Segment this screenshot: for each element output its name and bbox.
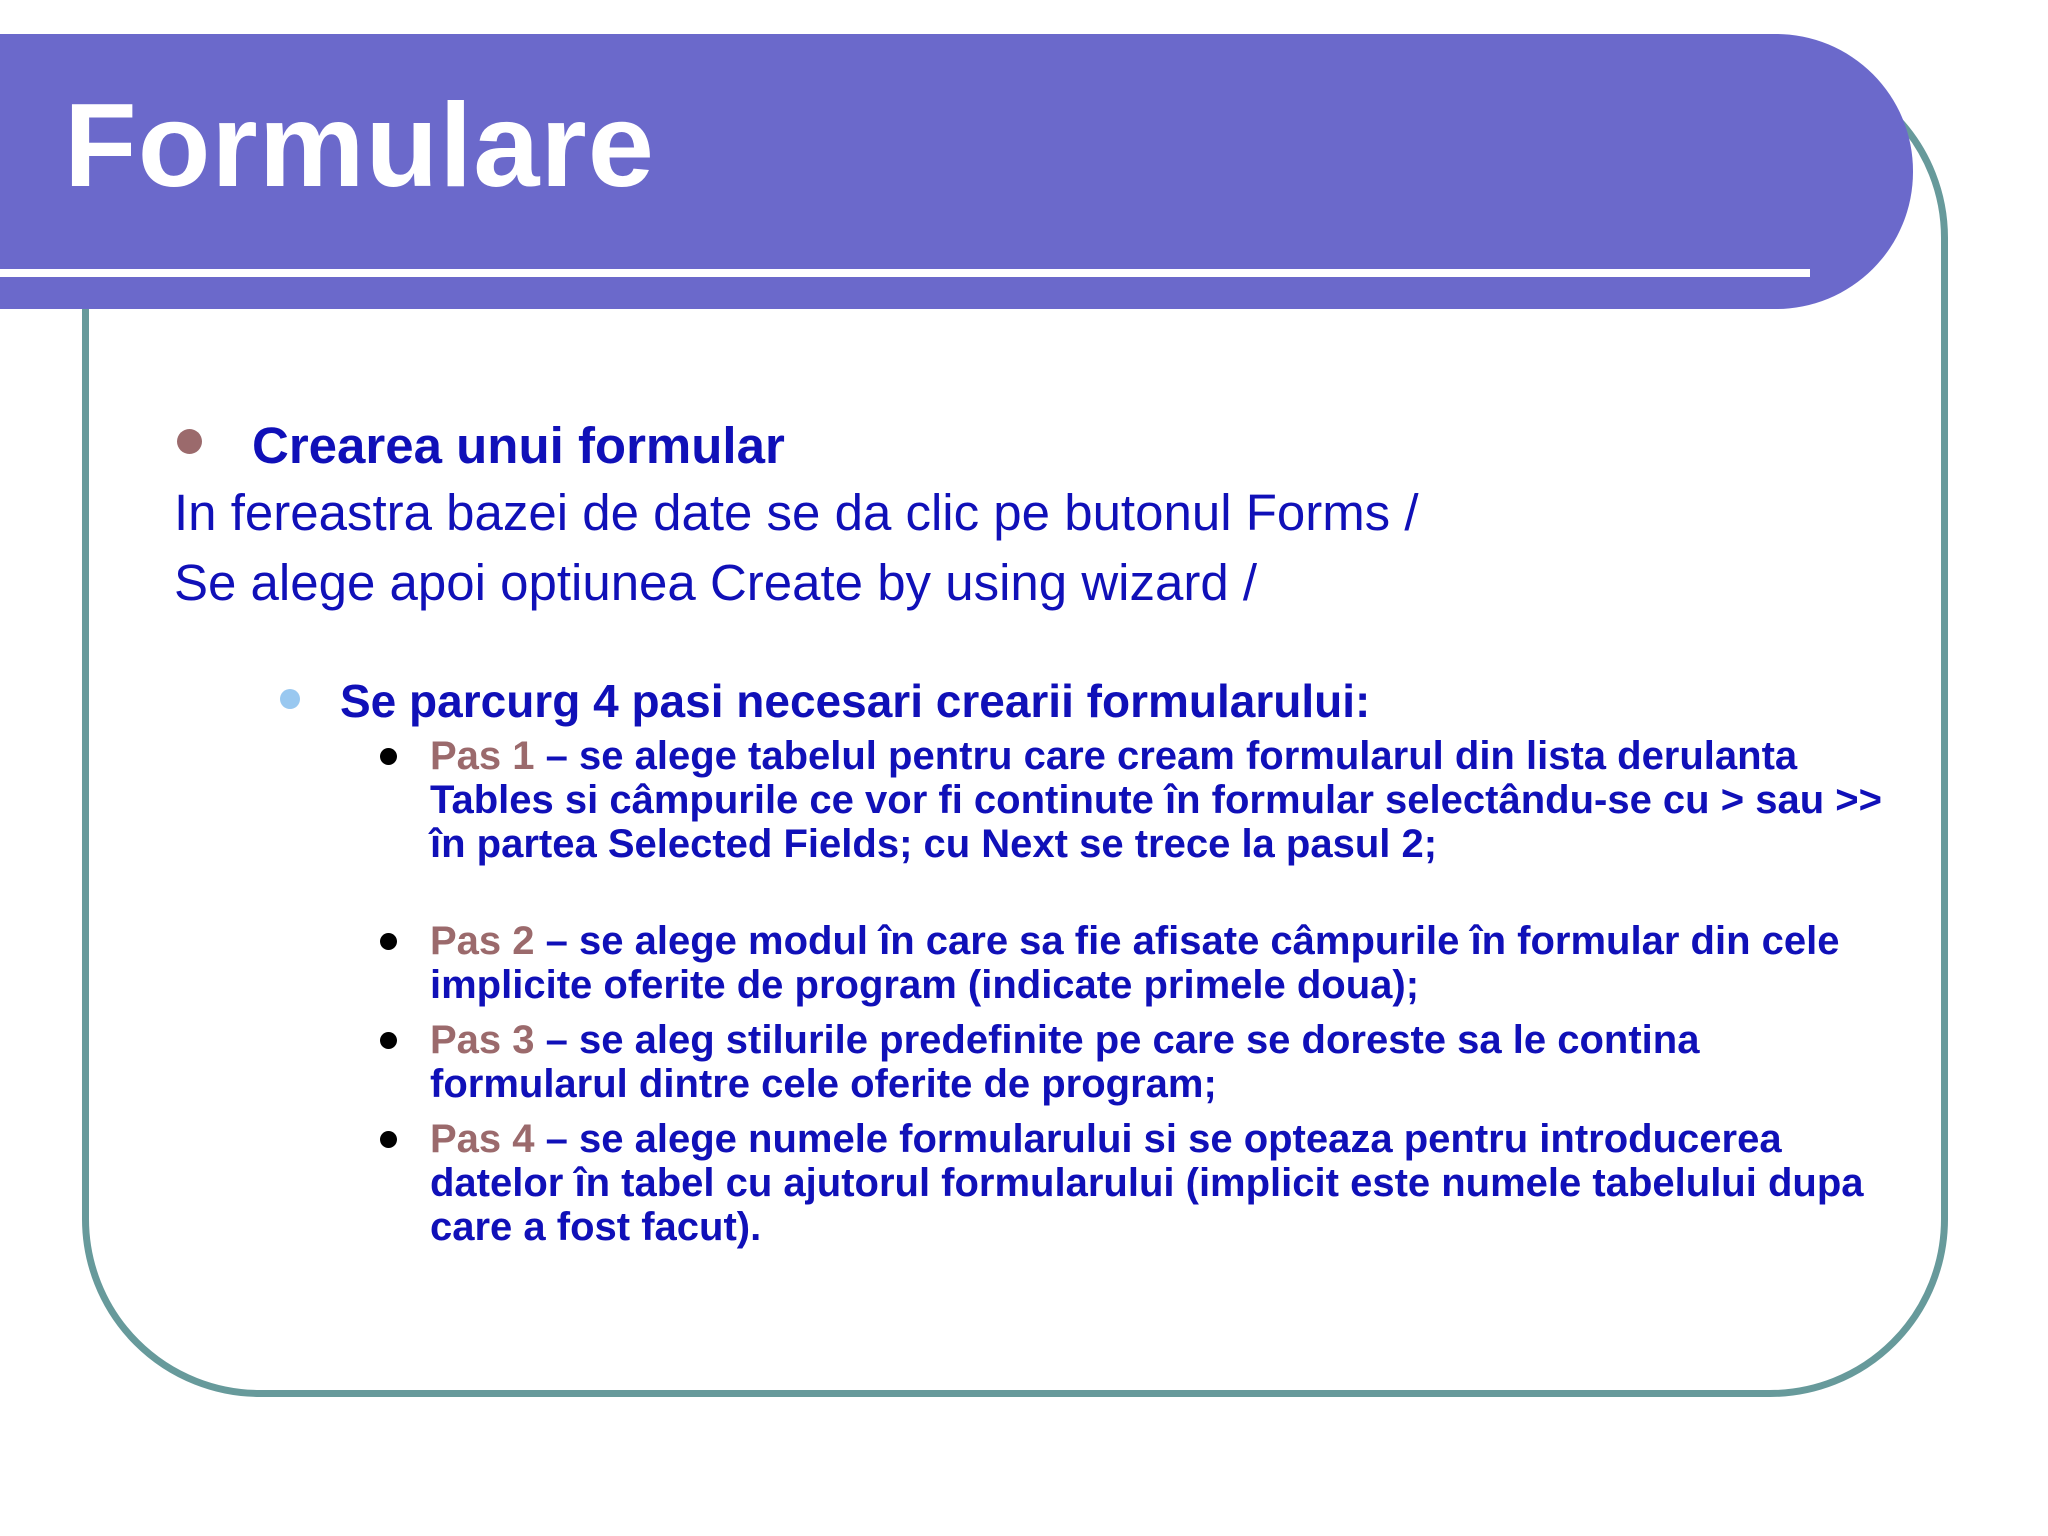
- bullet-step-icon: [380, 933, 397, 950]
- step-text: – se aleg stilurile predefinite pe care se doreste sa le contina formularul dintre cele oferite de program;: [430, 1018, 1700, 1106]
- step-item: [430, 734, 1900, 866]
- section-heading: Crearea unui formular: [252, 417, 785, 474]
- step-text: – se alege numele formularului si se opteaza pentru introducerea datelor în tabel cu ajutorul formularului (implicit este numele tabelului dupa care a fost facut).: [430, 1117, 1864, 1249]
- step-label: Pas 4: [430, 1117, 535, 1161]
- slide-title: Formulare: [64, 79, 655, 212]
- body-line-1: In fereastra bazei de date se da clic pe butonul Forms /: [174, 484, 1419, 541]
- step-text: – se alege modul în care sa fie afisate câmpurile în formular din cele implicite oferite de program (indicate primele doua);: [430, 919, 1840, 1007]
- bullet-step-icon: [380, 748, 397, 765]
- bullet-level1-icon: [177, 429, 202, 454]
- bullet-step-icon: [380, 1131, 397, 1148]
- step-item: [430, 919, 1900, 1007]
- body-line-2: Se alege apoi optiunea Create by using wizard /: [174, 554, 1258, 611]
- step-text: – se alege tabelul pentru care cream formularul din lista derulanta Tables si câmpurile ce vor fi continute în formular selectându-se cu > sau >> în partea Selected Fields; cu Next se trece la pasul 2;: [430, 734, 1882, 866]
- step-label: Pas 1: [430, 734, 535, 778]
- bullet-level2-icon: [280, 689, 300, 709]
- step-item: [430, 1117, 1900, 1249]
- subheading: Se parcurg 4 pasi necesari crearii formularului:: [340, 675, 1371, 727]
- step-label: Pas 3: [430, 1018, 535, 1062]
- step-label: Pas 2: [430, 919, 535, 963]
- bullet-step-icon: [380, 1032, 397, 1049]
- step-item: [430, 1018, 1900, 1106]
